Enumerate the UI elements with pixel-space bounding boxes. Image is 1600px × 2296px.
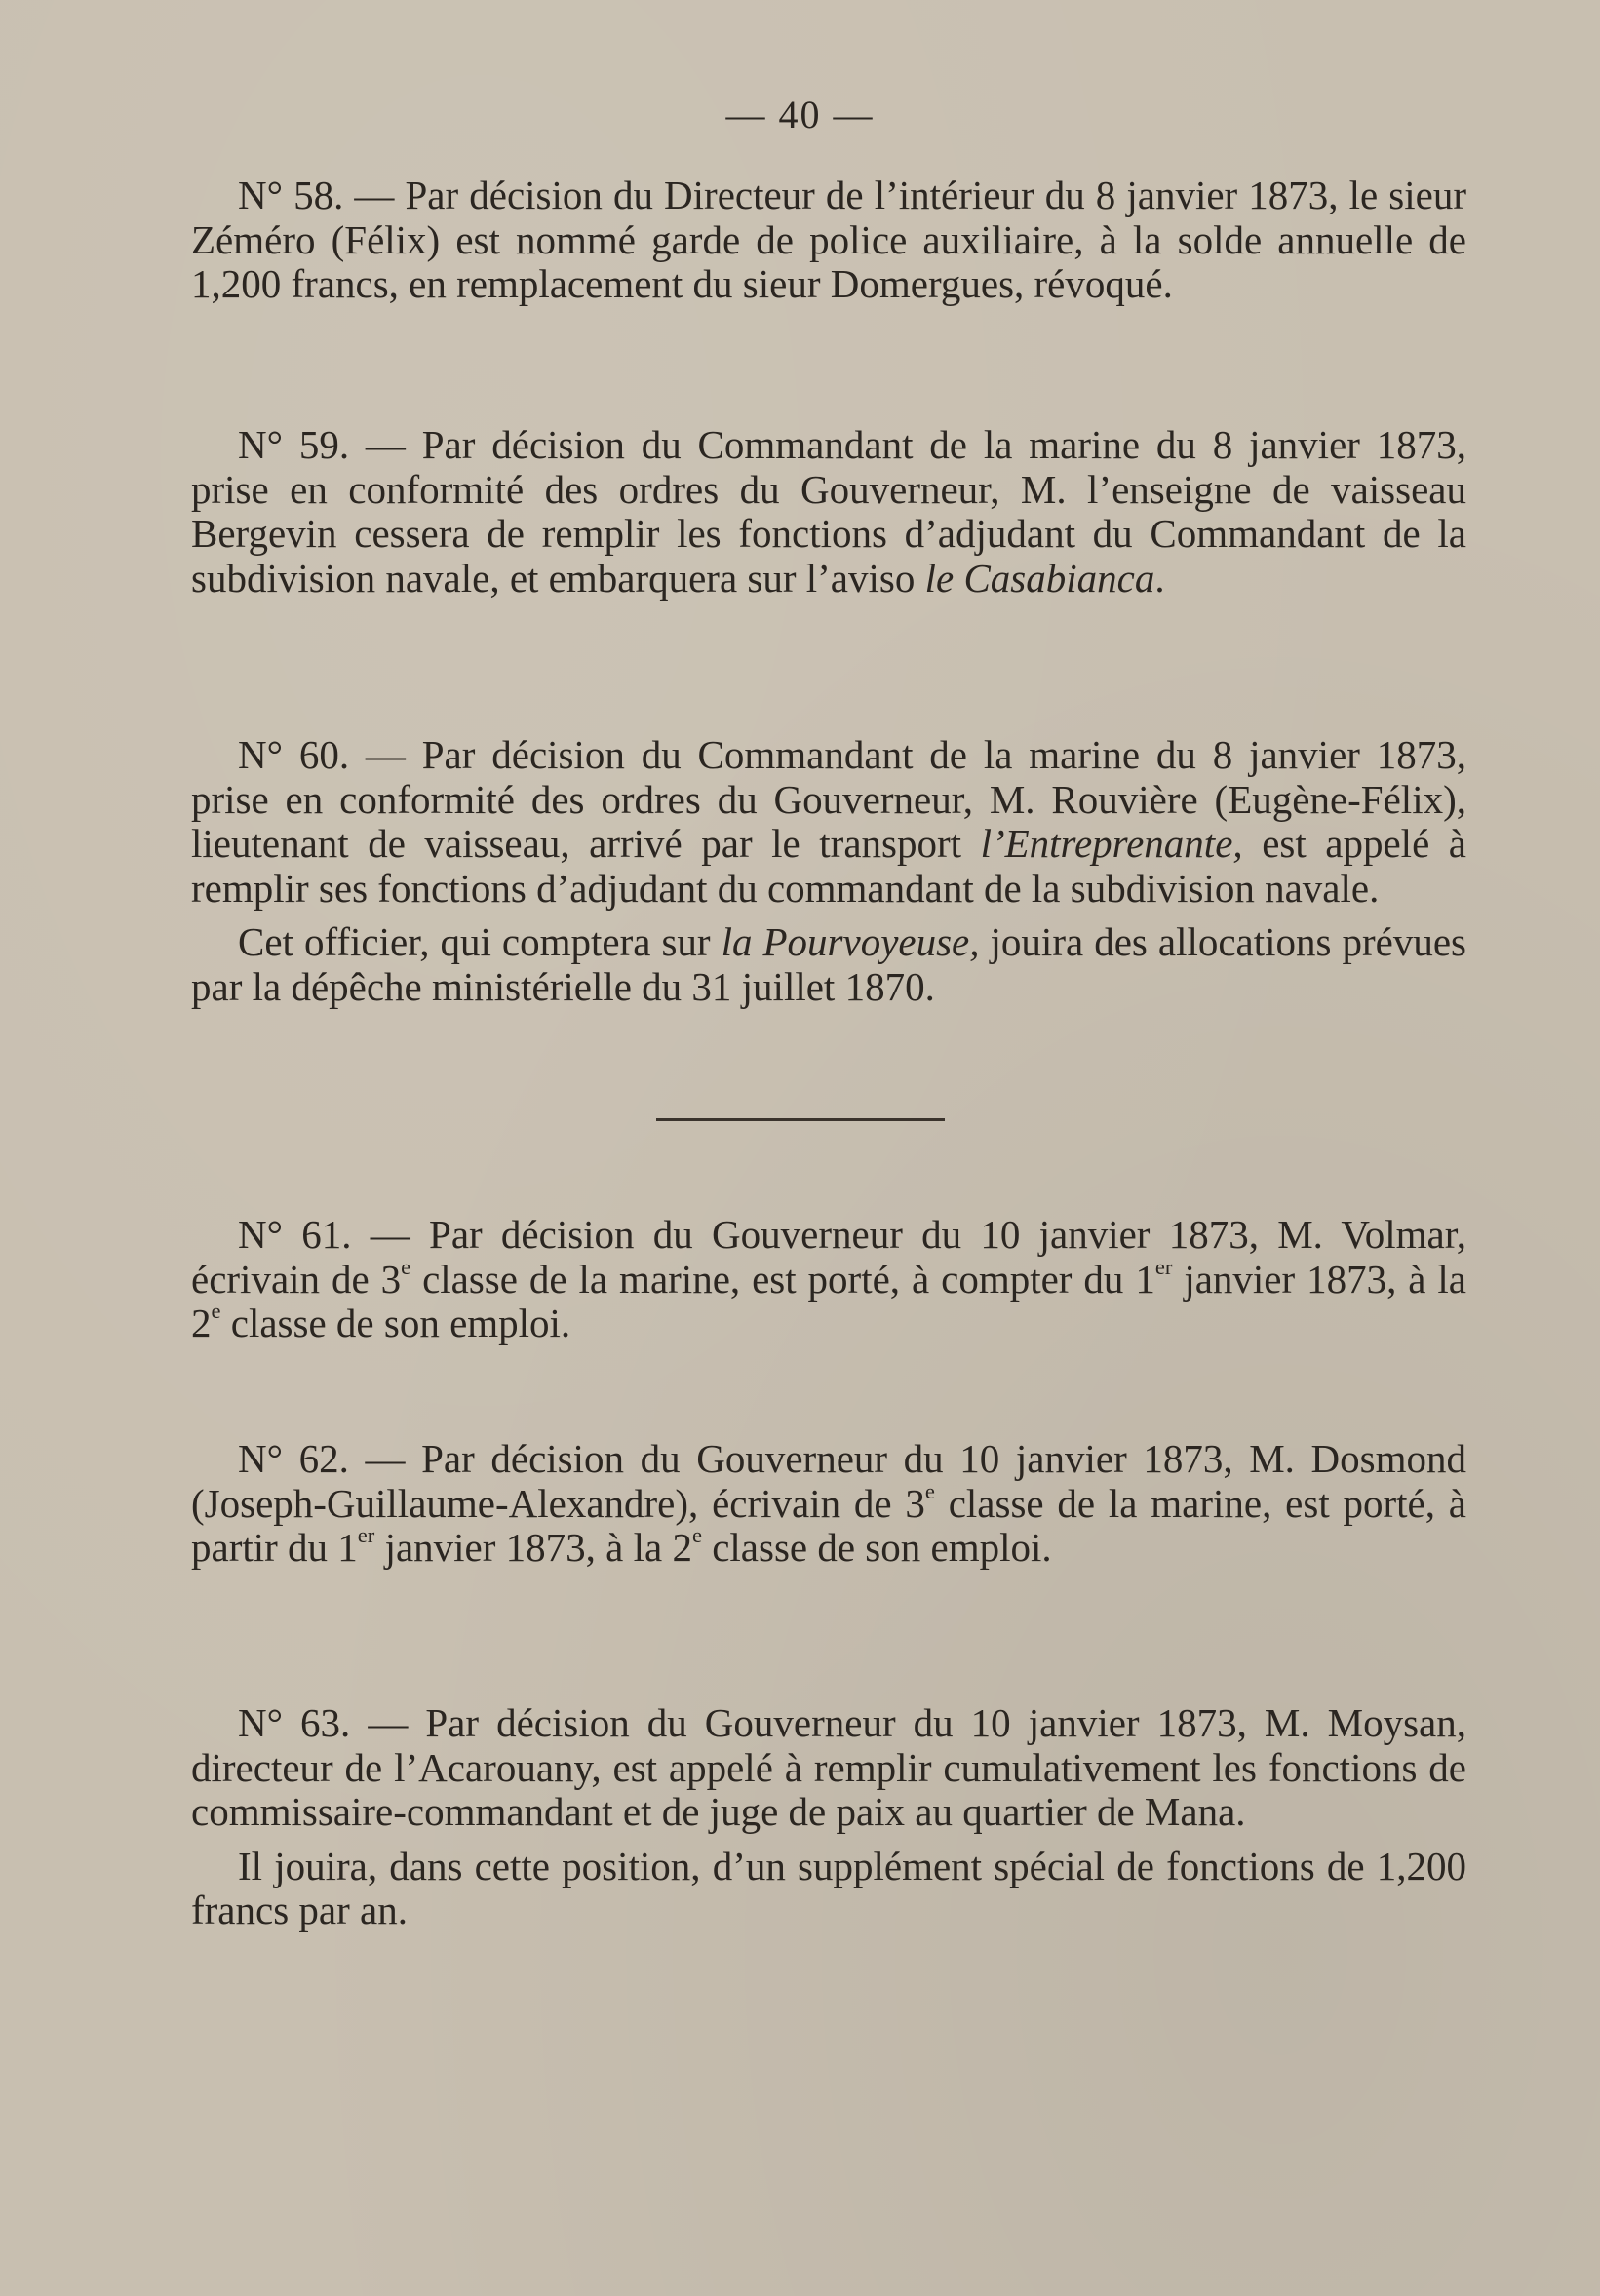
text-run: . [1154,555,1165,601]
decision-59 [191,423,1466,601]
decision-58-text [191,174,1466,307]
ship-name: le Casabianca [924,555,1155,601]
page-number: — 40 — [725,93,875,136]
decision-60-continuation [191,920,1466,1009]
decision-61 [191,1213,1466,1346]
ordinal-superscript: er [357,1522,375,1547]
decision-60 [191,733,1466,1009]
ordinal-superscript: e [211,1298,221,1323]
text-run: N° 59. — Par décision du Commandant de la marine du 8 janvier 1873, prise en conformité des ordres du Gouverneur, M. l’enseigne de vaisseau Bergevin cessera de remplir les fonctions d’adjudant du Commandant de la subdivision navale, et embarquera sur l’aviso [191,422,1466,601]
text-run: jouira des allocations prévues par la dépêche ministérielle du 31 juillet 1870. [191,919,1467,1009]
decision-63-continuation [191,1845,1466,1933]
text-run: est appelé à remplir ses fonctions d’adjudant du commandant de la subdivision navale. [191,821,1466,911]
decision-61-text [191,1213,1466,1346]
decision-62 [191,1437,1466,1571]
text-run: classe de son emploi. [701,1525,1052,1570]
text-run: Cet officier, qui comptera sur [238,919,722,964]
text-run: N° 62. — Par décision du Gouverneur du 10 janvier 1873, M. Dosmond (Joseph-Guillaume-Alexandre), écrivain de 3 [191,1436,1466,1526]
text-run: classe de la marine, est porté, à partir du 1 [191,1480,1466,1570]
decision-63-text [191,1701,1466,1835]
text-run: Il jouira, dans cette position, d’un supplément spécial de fonctions de 1,200 francs par an. [191,1843,1466,1932]
ordinal-superscript: e [691,1522,702,1547]
text-run: classe de la marine, est porté, à compter du 1 [410,1256,1155,1302]
text-run: janvier 1873, à la 2 [191,1256,1466,1345]
decision-63 [191,1701,1466,1933]
ordinal-superscript: e [924,1478,935,1503]
text-run: janvier 1873, à la 2 [374,1525,692,1570]
ordinal-superscript: e [401,1254,411,1279]
text-run: N° 60. — Par décision du Commandant de la marine du 8 janvier 1873, prise en conformité des ordres du Gouverneur, M. Rouvière (Eugène-Félix), lieutenant de vaisseau, arrivé par le transport [191,732,1466,866]
decision-62-text [191,1437,1466,1571]
section-separator [656,1118,945,1121]
text-run: N° 61. — Par décision du Gouverneur du 10 janvier 1873, M. Volmar, écrivain de 3 [191,1212,1466,1302]
text-run: N° 58. — Par décision du Directeur de l’intérieur du 8 janvier 1873, le sieur Zéméro (Félix) est nommé garde de police auxiliaire, à la solde annuelle de 1,200 francs, en remplacement du sieur Domergues, révoqué. [191,173,1466,306]
decision-58 [191,174,1466,307]
decision-59-text [191,423,1466,601]
ordinal-superscript: er [1154,1254,1173,1279]
text-run: classe de son emploi. [220,1301,571,1345]
decision-60-text [191,733,1466,911]
text-run: N° 63. — Par décision du Gouverneur du 10 janvier 1873, M. Moysan, directeur de l’Acarouany, est appelé à remplir cumulativement les fonctions de commissaire-commandant et de juge de paix au quartier de Mana. [191,1700,1466,1834]
ship-name: la Pourvoyeuse, [721,919,980,964]
ship-name: l’Entreprenante, [980,821,1243,866]
